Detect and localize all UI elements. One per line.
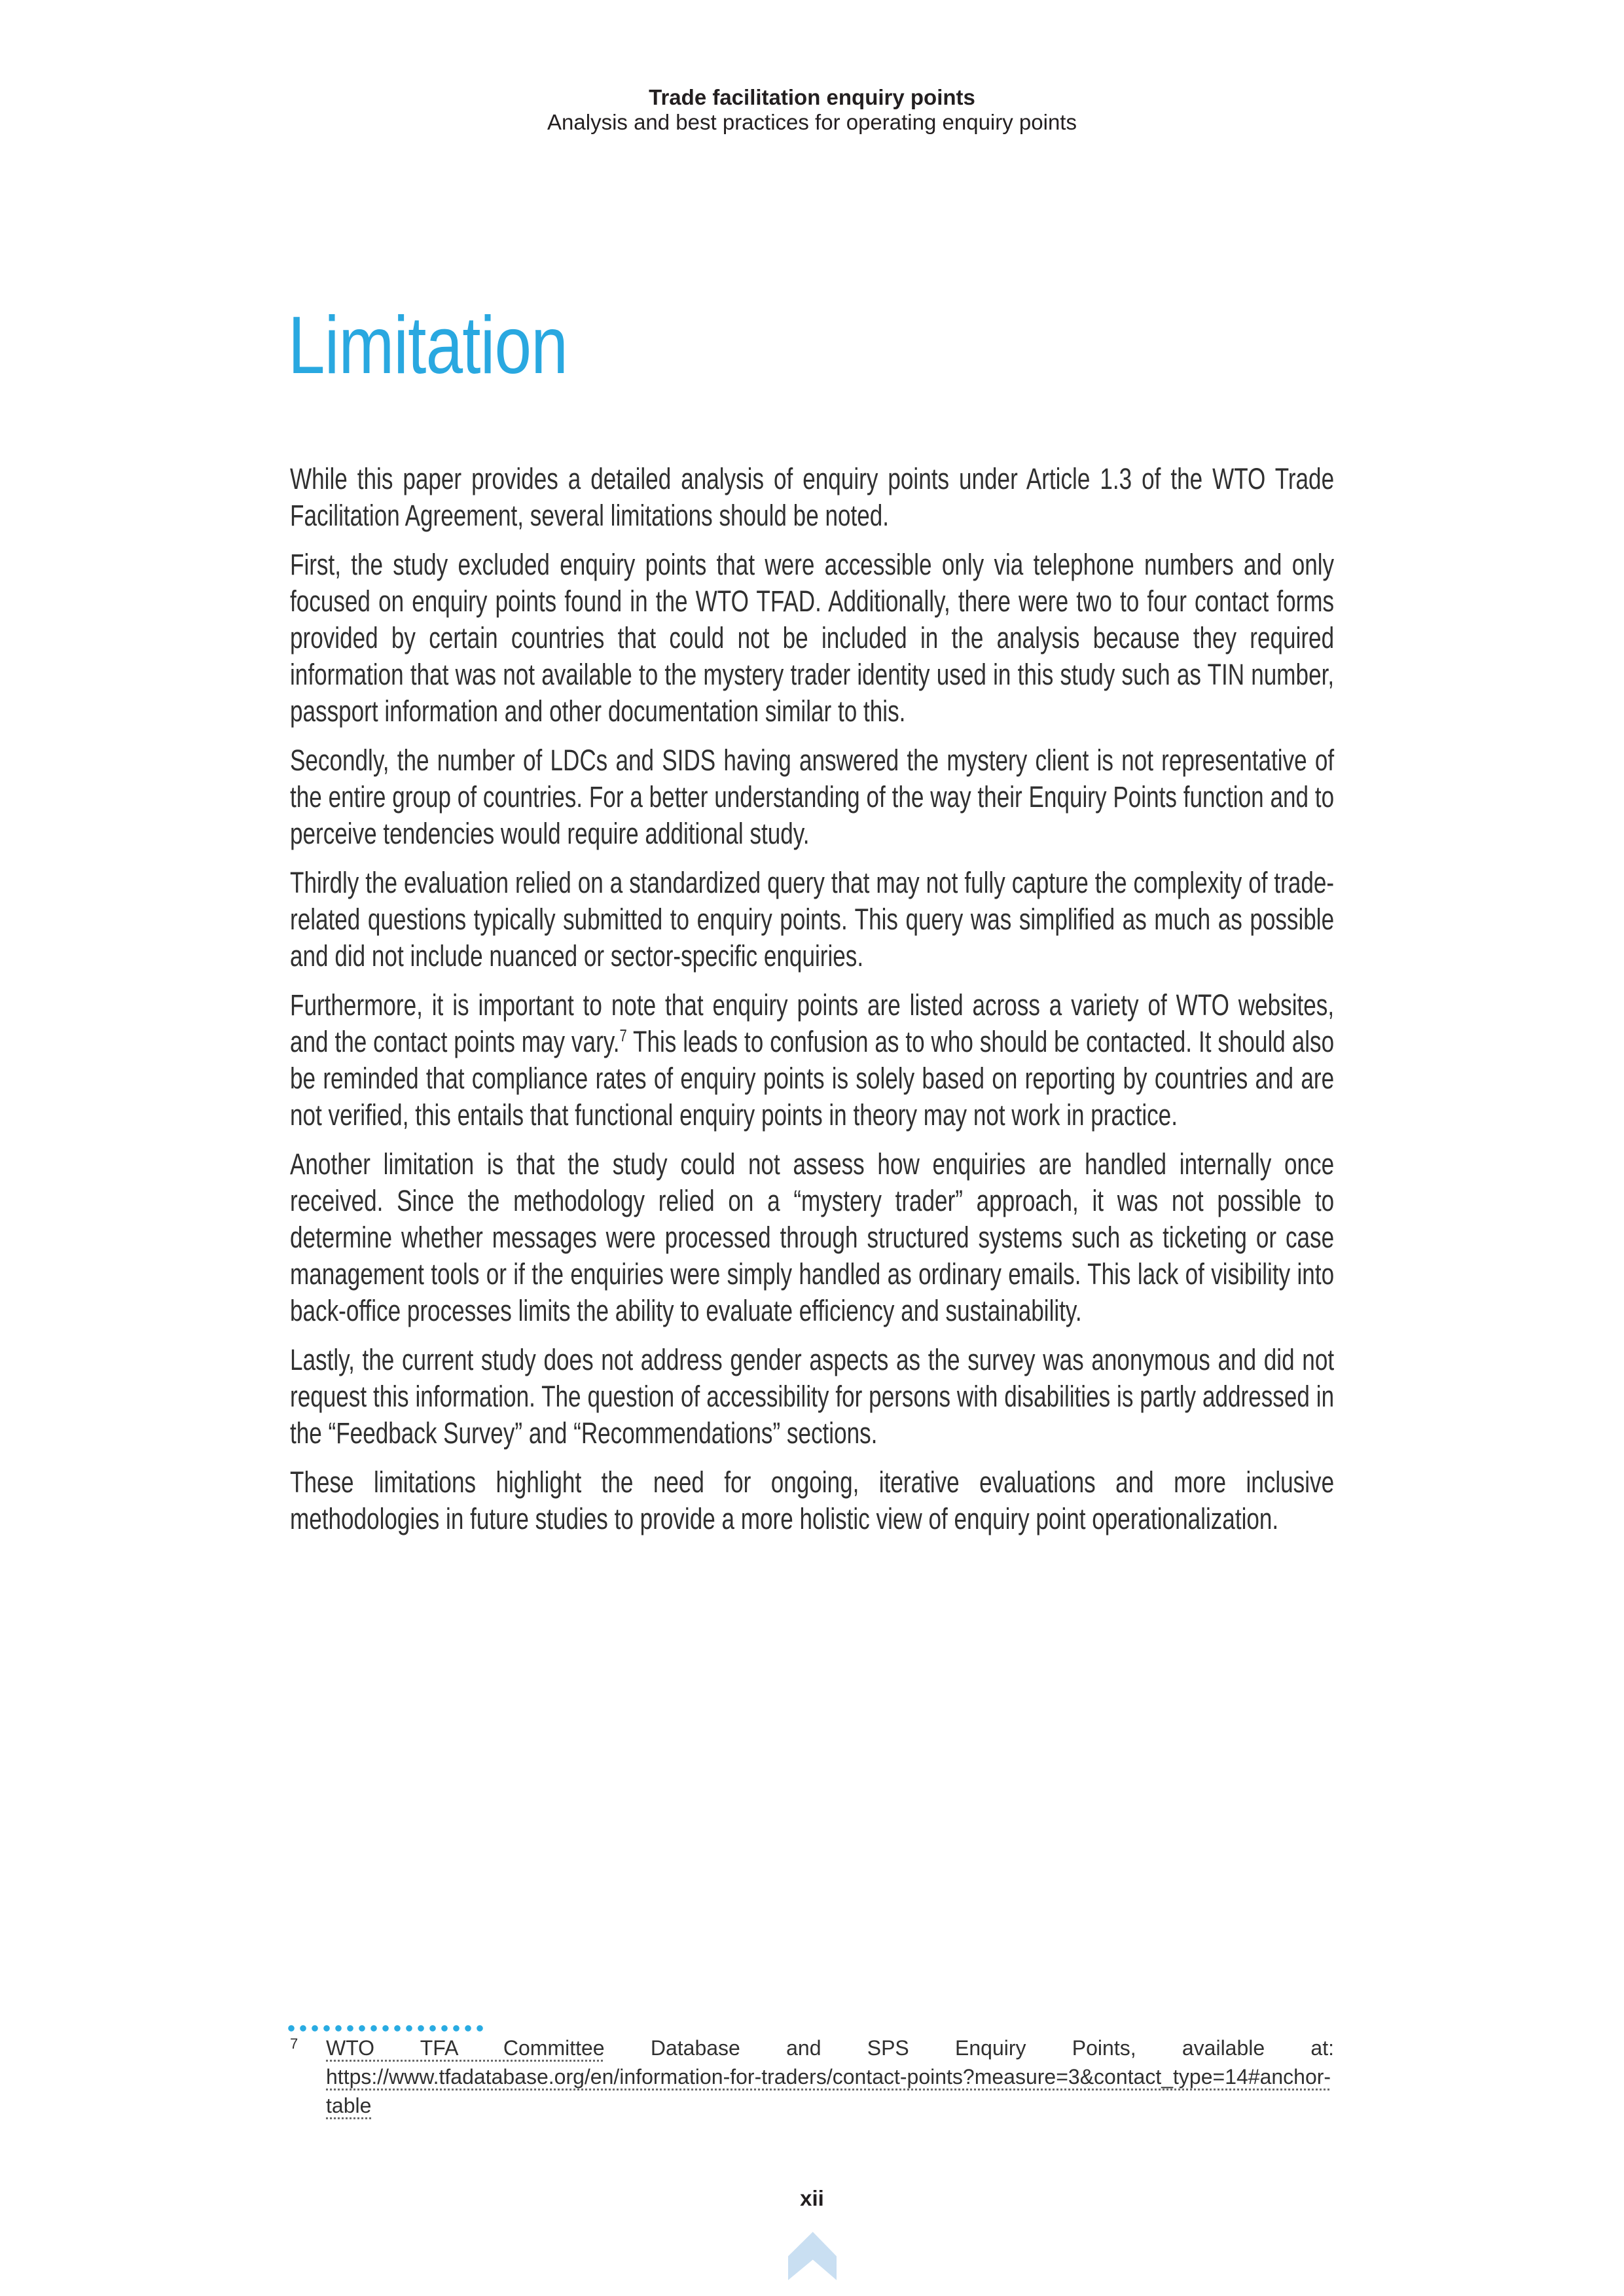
body-paragraph-5	[290, 987, 1334, 1134]
footnote-link-tfadatabase-url[interactable]: https://www.tfadatabase.org/en/information-for-traders/contact-points?measure=3&contact_type=14#anchor-table	[326, 2065, 1331, 2117]
body-text-column	[290, 461, 1334, 1550]
footnote	[290, 2034, 1334, 2120]
footnote-reference-7: 7	[619, 1026, 627, 1045]
footnote-link-wto-tfa-committee[interactable]: WTO TFA Committee	[326, 2036, 605, 2060]
body-paragraph-5-text-after-ref: This leads to confusion as to who should be contacted. It should also be reminded that compliance rates of enquiry points is solely based on reporting by countries and are not verified, this entails that functional enquiry points in theory may not work in practice.	[290, 1025, 1335, 1132]
footnote-dotted-separator	[288, 2024, 486, 2032]
body-paragraph-7: Lastly, the current study does not address gender aspects as the survey was anonymous and did not request this information. The question of accessibility for persons with disabilities is partly addressed in the “Feedback Survey” and “Recommendations” sections.	[290, 1343, 1335, 1450]
body-paragraph-4: Thirdly the evaluation relied on a standardized query that may not fully capture the complexity of trade-related questions typically submitted to enquiry points. This query was simplified as much as possible and did not include nuanced or sector-specific enquiries.	[290, 866, 1335, 973]
chapter-title: Limitation	[288, 300, 568, 391]
body-paragraph-5-text: Furthermore, it is important to note that enquiry points are listed across a variety of WTO websites, and the contact points may vary.	[290, 988, 1335, 1058]
running-header	[0, 85, 1624, 135]
body-paragraph-1: While this paper provides a detailed analysis of enquiry points under Article 1.3 of the WTO Trade Facilitation Agreement, several limitations should be noted.	[290, 462, 1335, 532]
footnote-marker: 7	[290, 2036, 298, 2052]
running-header-subtitle: Analysis and best practices for operating enquiry points	[547, 110, 1077, 134]
body-paragraph-3: Secondly, the number of LDCs and SIDS having answered the mystery client is not representative of the entire group of countries. For a better understanding of the way their Enquiry Points function and to perceive tendencies would require additional study.	[290, 744, 1335, 850]
running-header-title: Trade facilitation enquiry points	[649, 85, 975, 109]
footnote-text	[326, 2034, 1334, 2120]
body-paragraph-2: First, the study excluded enquiry points that were accessible only via telephone numbers and only focused on enquiry points found in the WTO TFAD. Additionally, there were two to four contact forms provided by certain countries that could not be included in the analysis because they required information that was not available to the mystery trader identity used in this study such as TIN number, passport information and other documentation similar to this.	[290, 548, 1335, 728]
footnote-text-middle: Database and SPS Enquiry Points, available at:	[604, 2036, 1335, 2060]
page-number: xii	[800, 2186, 824, 2210]
body-paragraph-8: These limitations highlight the need for ongoing, iterative evaluations and more inclusive methodologies in future studies to provide a more holistic view of enquiry point operationalization.	[290, 1465, 1335, 1535]
body-paragraph-6: Another limitation is that the study could not assess how enquiries are handled internally once received. Since the methodology relied on a “mystery trader” approach, it was not possible to determine whether messages were processed through structured systems such as ticketing or case management tools or if the enquiries were simply handled as ordinary emails. This lack of visibility into back-office processes limits the ability to evaluate efficiency and sustainability.	[290, 1147, 1335, 1327]
chevron-up-icon	[788, 2232, 837, 2282]
